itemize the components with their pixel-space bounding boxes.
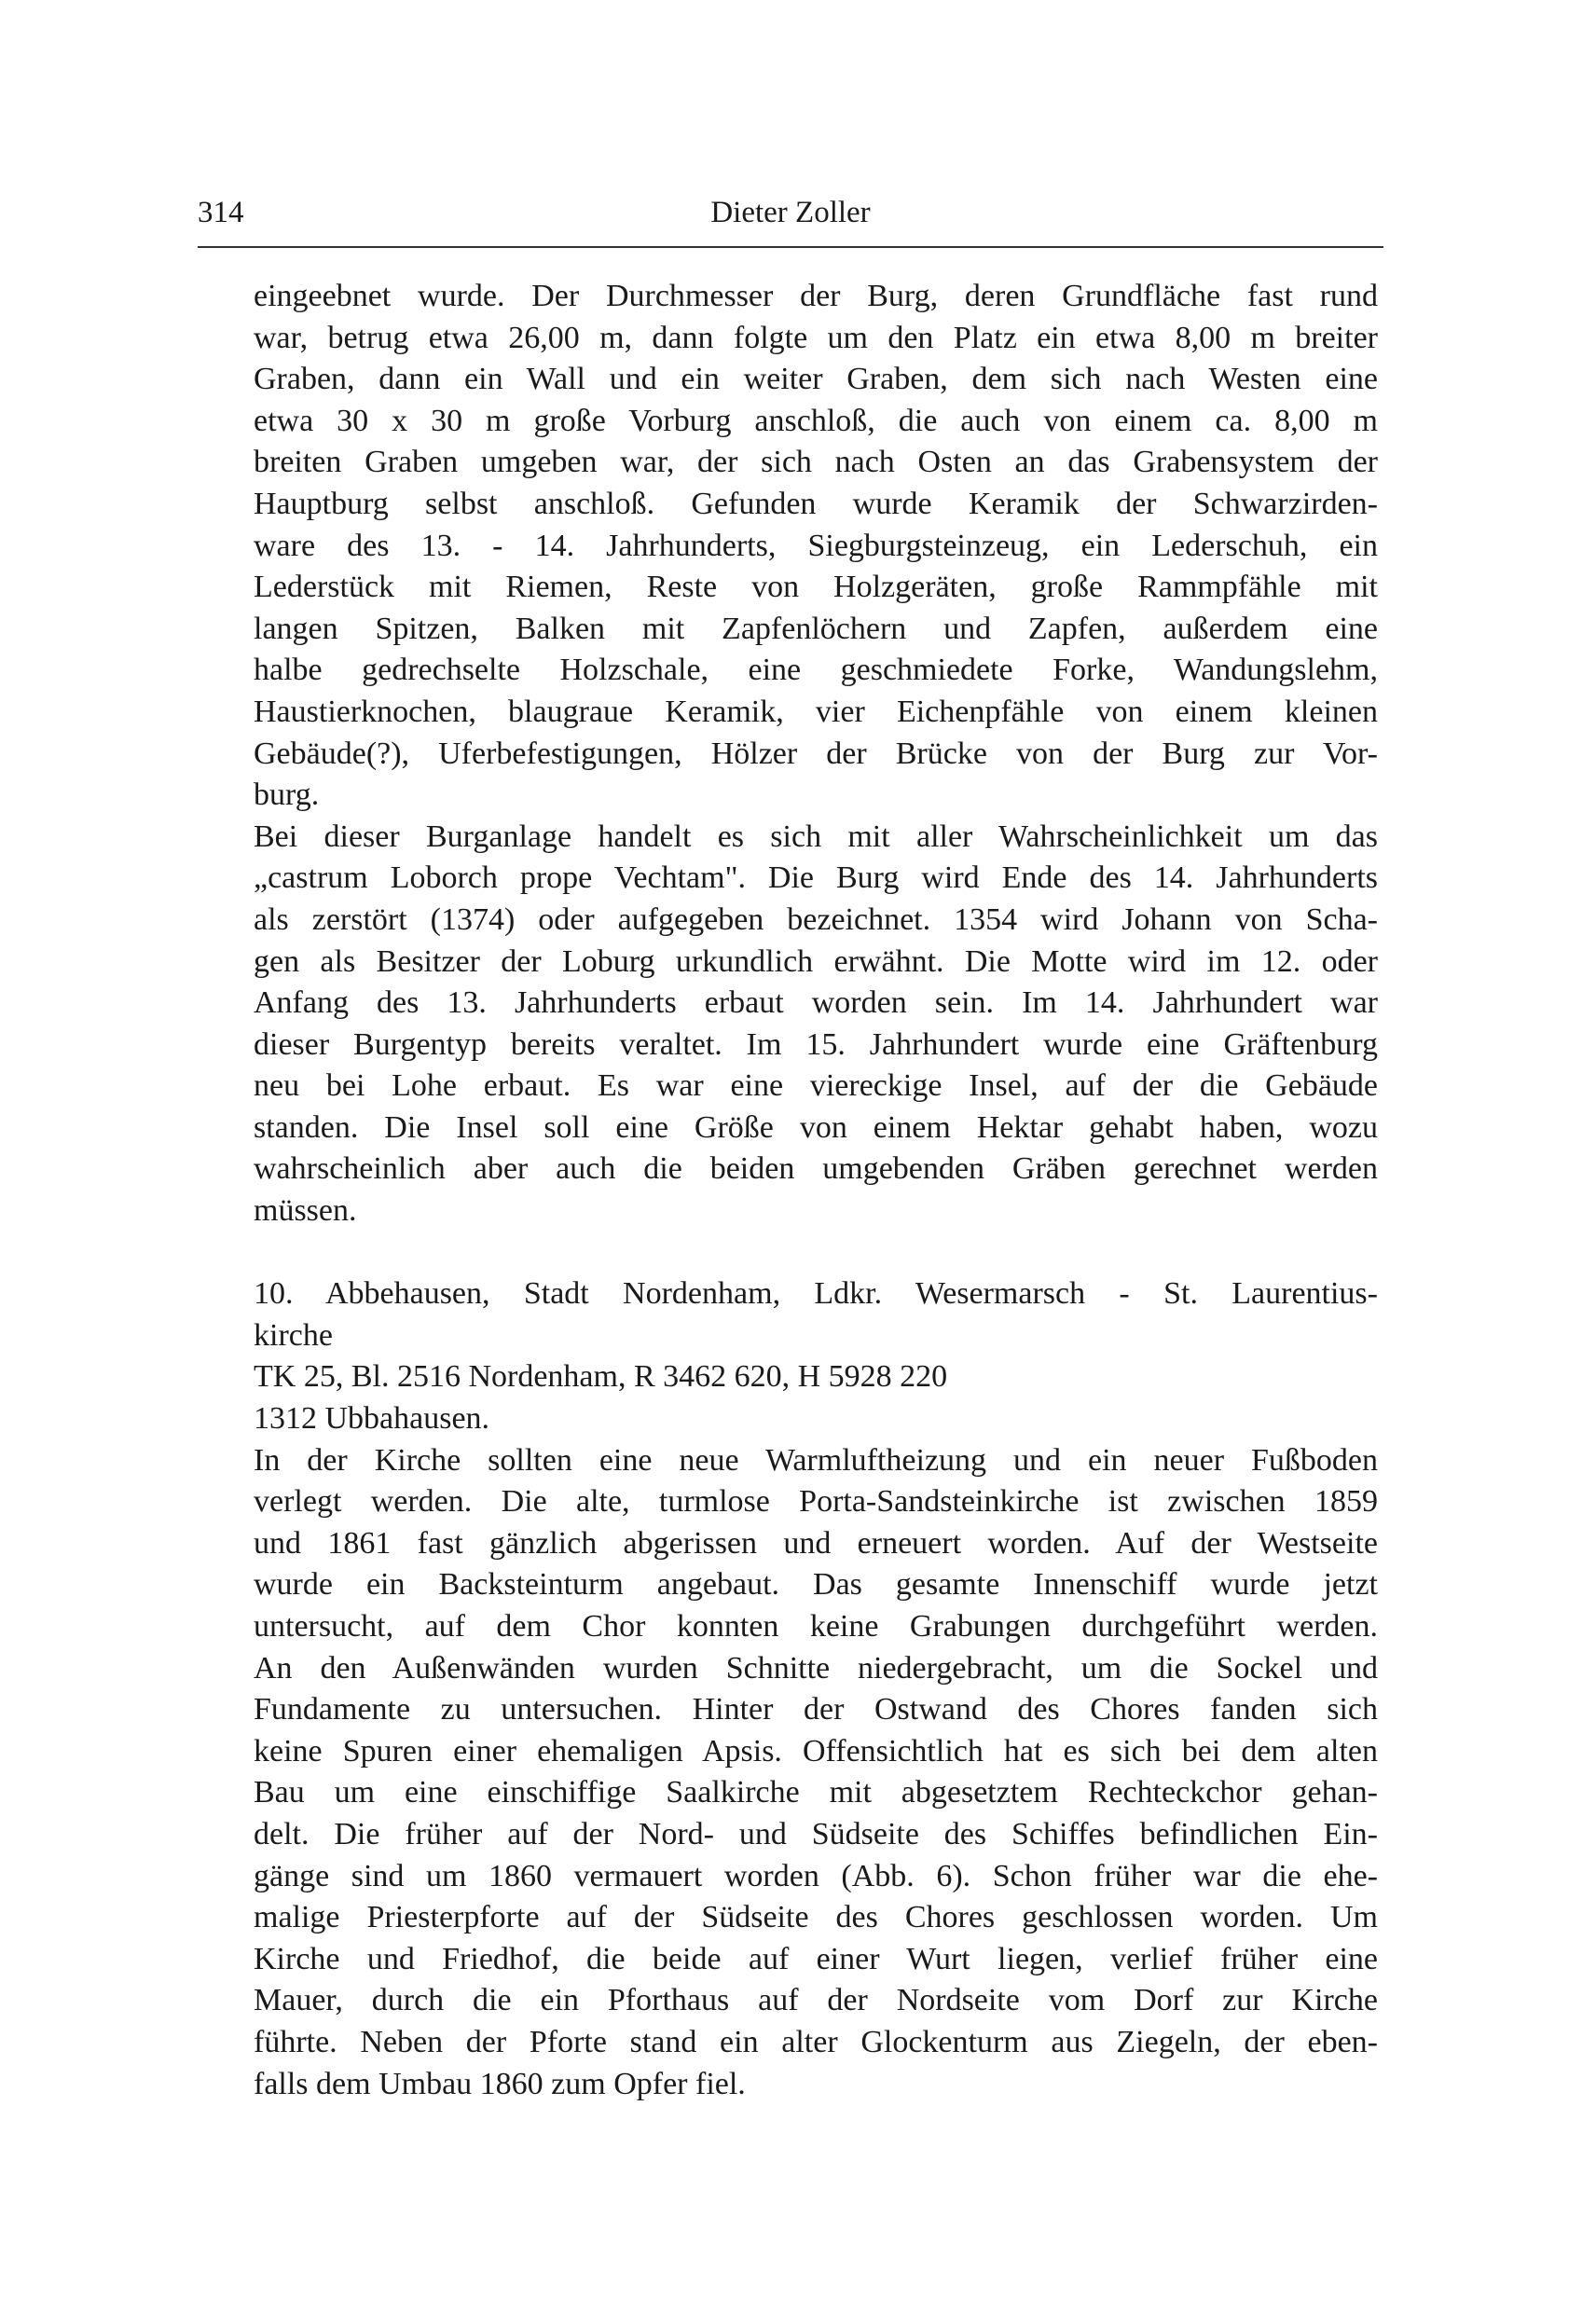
text-line: halbe gedrechselte Holzschale, eine geschmiedete Forke, Wandungslehm,: [254, 653, 1378, 688]
text-line: Fundamente zu untersuchen. Hinter der Ostwand des Chores fanden sich: [254, 1692, 1378, 1727]
text-line: malige Priesterpforte auf der Südseite des Chores geschlossen worden. Um: [254, 1900, 1378, 1935]
text-line: ware des 13. - 14. Jahrhunderts, Siegburgsteinzeug, ein Lederschuh, ein: [254, 528, 1378, 563]
text-line: 1312 Ubbahausen.: [254, 1401, 490, 1437]
paragraph-castle-history: [254, 817, 1378, 1232]
paragraph-castle-description: [254, 276, 1378, 817]
text-line: führte. Neben der Pforte stand ein alter Glockenturm aus Ziegeln, der eben-: [254, 2024, 1378, 2059]
text-line: „castrum Loborch prope Vechtam". Die Burg wird Ende des 14. Jahrhunderts: [254, 860, 1378, 896]
text-line: delt. Die früher auf der Nord- und Südseite des Schiffes befindlichen Ein-: [254, 1816, 1378, 1851]
text-line: Lederstück mit Riemen, Reste von Holzgeräten, große Rammpfähle mit: [254, 570, 1378, 605]
text-line: müssen.: [254, 1193, 357, 1229]
text-line: burg.: [254, 778, 320, 813]
text-line: war, betrug etwa 26,00 m, dann folgte um den Platz ein etwa 8,00 m breiter: [254, 320, 1378, 355]
first-mention: [254, 1398, 1378, 1440]
text-line: Graben, dann ein Wall und ein weiter Graben, dem sich nach Westen eine: [254, 362, 1378, 397]
text-line: Kirche und Friedhof, die beide auf einer Wurt liegen, verlief früher eine: [254, 1941, 1378, 1976]
text-line: neu bei Lohe erbaut. Es war eine viereckige Insel, auf der die Gebäude: [254, 1068, 1378, 1104]
text-line: Mauer, durch die ein Pforthaus auf der Nordseite vom Dorf zur Kirche: [254, 1983, 1378, 2018]
text-line: verlegt werden. Die alte, turmlose Porta-Sandsteinkirche ist zwischen 1859: [254, 1484, 1378, 1520]
text-line: falls dem Umbau 1860 zum Opfer fiel.: [254, 2066, 746, 2101]
text-line: und 1861 fast gänzlich abgerissen und erneuert worden. Auf der Westseite: [254, 1525, 1378, 1561]
text-line: Haustierknochen, blaugraue Keramik, vier Eichenpfähle von einem kleinen: [254, 694, 1378, 729]
text-line: langen Spitzen, Balken mit Zapfenlöchern und Zapfen, außerdem eine: [254, 611, 1378, 646]
text-line: untersucht, auf dem Chor konnten keine Grabungen durchgeführt werden.: [254, 1609, 1378, 1644]
section-heading: [254, 1273, 1378, 1356]
text-line: TK 25, Bl. 2516 Nordenham, R 3462 620, H 5928 220: [254, 1359, 948, 1395]
text-line: Gebäude(?), Uferbefestigungen, Hölzer der Brücke von der Burg zur Vor-: [254, 736, 1378, 771]
text-line: eingeebnet wurde. Der Durchmesser der Burg, deren Grundfläche fast rund: [254, 279, 1378, 313]
page-header: [198, 194, 1383, 248]
text-line: als zerstört (1374) oder aufgegeben bezeichnet. 1354 wird Johann von Scha-: [254, 901, 1378, 937]
paragraph-church-description: [254, 1440, 1378, 2106]
text-line: In der Kirche sollten eine neue Warmluftheizung und ein neuer Fußboden: [254, 1442, 1378, 1478]
text-line: An den Außenwänden wurden Schnitte niedergebracht, um die Sockel und: [254, 1650, 1378, 1686]
text-line: breiten Graben umgeben war, der sich nach Osten an das Grabensystem der: [254, 445, 1378, 480]
text-line: wahrscheinlich aber auch die beiden umgebenden Gräben gerechnet werden: [254, 1151, 1378, 1187]
map-reference: [254, 1356, 1378, 1398]
running-head: Dieter Zoller: [710, 196, 871, 229]
text-line: keine Spuren einer ehemaligen Apsis. Offensichtlich hat es sich bei dem alten: [254, 1733, 1378, 1768]
text-line: gen als Besitzer der Loburg urkundlich erwähnt. Die Motte wird im 12. oder: [254, 943, 1378, 979]
text-line: Bei dieser Burganlage handelt es sich mit aller Wahrscheinlichkeit um das: [254, 819, 1378, 854]
text-line: Hauptburg selbst anschloß. Gefunden wurde Keramik der Schwarzirden-: [254, 486, 1378, 521]
page-number: 314: [198, 196, 244, 229]
text-line: kirche: [254, 1317, 333, 1353]
text-line: Bau um eine einschiffige Saalkirche mit abgesetztem Rechteckchor gehan-: [254, 1775, 1378, 1810]
body-text: [254, 276, 1378, 2105]
text-line: etwa 30 x 30 m große Vorburg anschloß, die auch von einem ca. 8,00 m: [254, 403, 1378, 438]
text-line: gänge sind um 1860 vermauert worden (Abb. 6). Schon früher war die ehe-: [254, 1858, 1378, 1893]
text-line: standen. Die Insel soll eine Größe von einem Hektar gehabt haben, wozu: [254, 1109, 1378, 1145]
text-line: wurde ein Backsteinturm angebaut. Das gesamte Innenschiff wurde jetzt: [254, 1567, 1378, 1603]
paragraph-gap: [254, 1232, 1378, 1274]
text-line: 10. Abbehausen, Stadt Nordenham, Ldkr. Wesermarsch - St. Laurentius-: [254, 1276, 1378, 1312]
text-line: Anfang des 13. Jahrhunderts erbaut worden sein. Im 14. Jahrhundert war: [254, 985, 1378, 1021]
text-line: dieser Burgentyp bereits veraltet. Im 15. Jahrhundert wurde eine Gräftenburg: [254, 1026, 1378, 1062]
